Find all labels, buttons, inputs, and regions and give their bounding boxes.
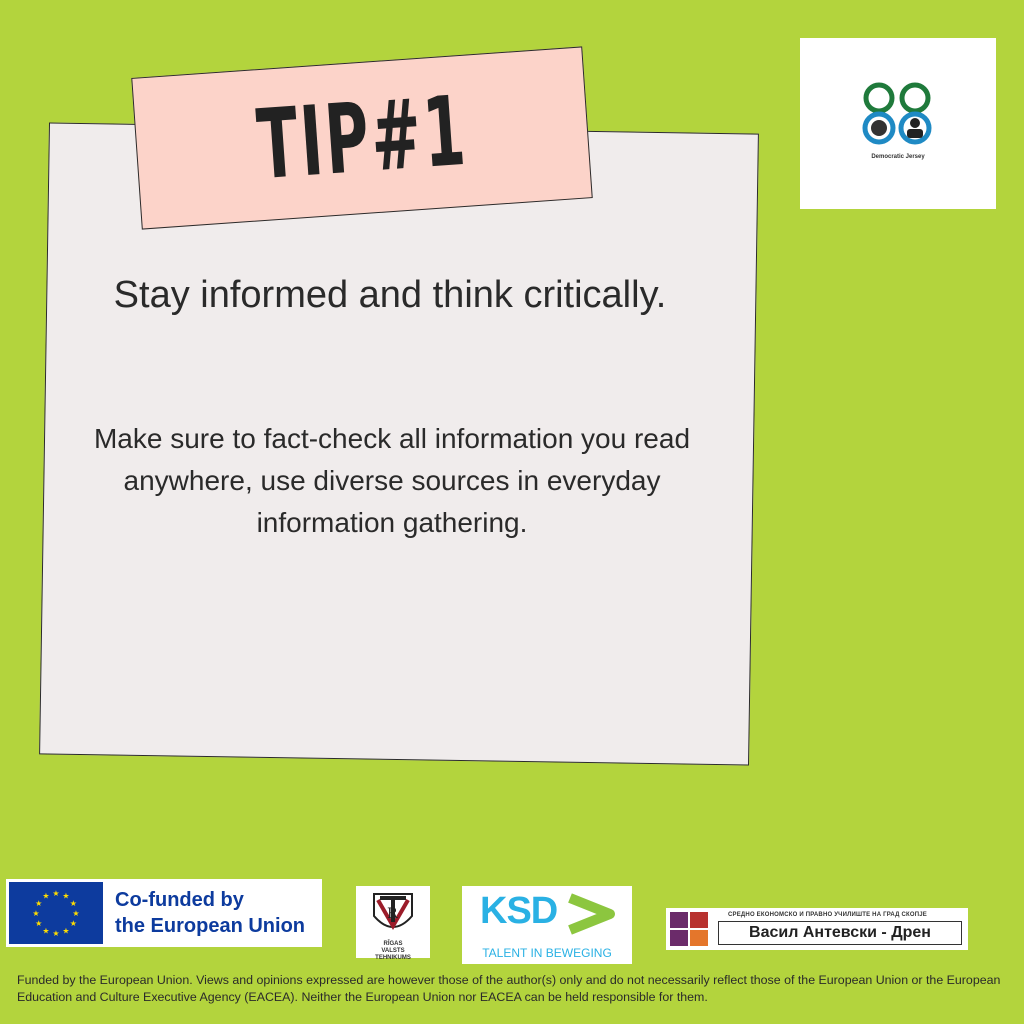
tip-headline: Stay informed and think critically.	[113, 274, 667, 316]
eu-star-icon: ★	[69, 899, 77, 908]
eu-flag-icon	[9, 882, 103, 944]
rvt-logo	[356, 886, 430, 961]
eu-star-icon: ★	[35, 899, 43, 908]
funding-disclaimer: Funded by the European Union. Views and opinions expressed are however those of the author(s) only and do not necessarily reflect those of the European Union or the European Education and Culture Executive Agency (EACEA). Neither the European Union nor EACEA can be held responsible for them.	[17, 973, 1001, 1004]
eu-star-icon: ★	[32, 909, 40, 918]
rvt-crest-icon	[356, 886, 430, 942]
eu-star-icon: ★	[69, 919, 77, 928]
democratic-jersey-logo	[800, 38, 996, 209]
rvt-caption-line3: TEHNIKUMS	[375, 955, 411, 961]
svg-text:R: R	[387, 906, 398, 922]
school-name: Васил Антевски - Дрен	[718, 921, 962, 945]
logo-caption: Democratic Jersey	[871, 154, 925, 160]
tip-title: TIP#1	[253, 74, 471, 202]
eu-star-icon: ★	[52, 889, 60, 898]
rvt-caption-line1: RĪGAS	[383, 941, 403, 947]
school-subtitle: СРЕДНО ЕКОНОМСКО И ПРАВНО УЧИЛИШТЕ НА ГРАД СКОПЈЕ	[728, 912, 928, 918]
rvt-caption	[356, 941, 430, 962]
eu-star-icon: ★	[72, 909, 80, 918]
tip-body: Make sure to fact-check all information you read anywhere, use diverse sources in everyday information gathering.	[93, 423, 691, 538]
eu-star-icon: ★	[62, 926, 70, 936]
eu-star-icon: ★	[35, 919, 43, 928]
eu-text-line2: the European Union	[115, 915, 305, 937]
eu-cofunded-text	[115, 887, 305, 939]
eu-star-icon: ★	[62, 891, 70, 901]
school-emblem-icon	[670, 912, 708, 946]
eu-star-icon: ★	[52, 929, 60, 938]
ksd-logo	[462, 886, 632, 964]
rvt-caption-line2: VALSTS	[381, 948, 405, 954]
eu-text-line1: Co-funded by	[115, 889, 244, 911]
eu-cofunded-badge	[6, 879, 322, 947]
ksd-mark: KSD	[480, 890, 558, 932]
ksd-arrow-icon	[566, 892, 626, 936]
eu-star-icon: ★	[42, 891, 50, 901]
ksd-tagline: TALENT IN BEWEGING	[482, 946, 612, 960]
democratic-jersey-logo-icon	[860, 82, 936, 152]
eu-star-icon: ★	[42, 926, 50, 936]
school-logo	[666, 908, 968, 950]
tip-label	[131, 46, 593, 229]
